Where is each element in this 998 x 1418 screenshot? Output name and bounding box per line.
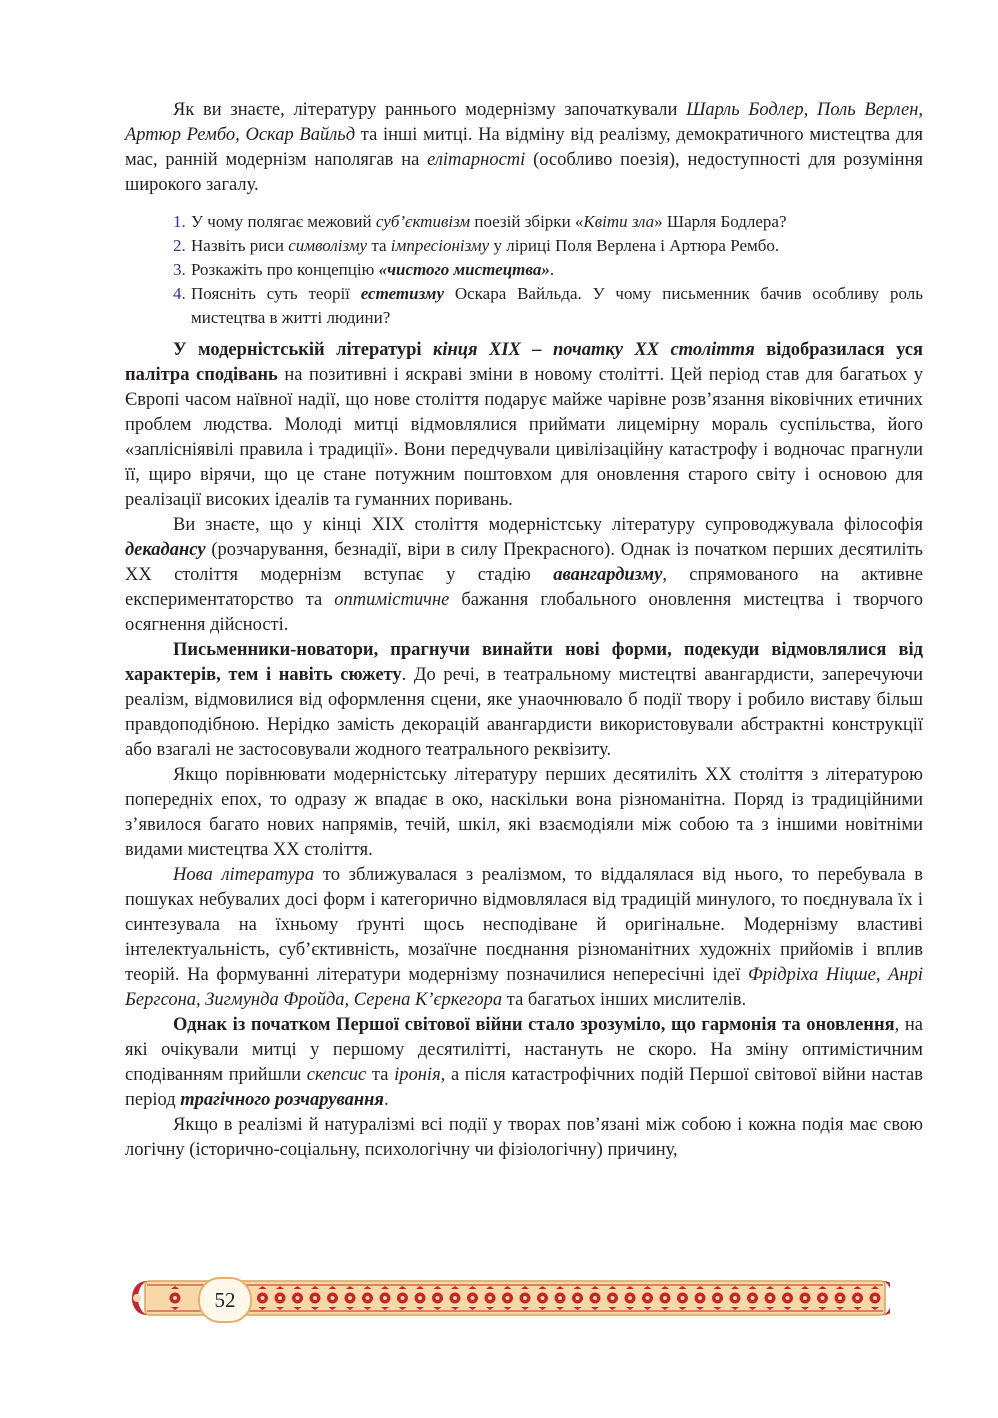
text: Оскара Вайльда. У чому письменник бачив особливу роль мистецтва в житті людини? (191, 284, 923, 327)
question-number: 4. (173, 284, 186, 303)
text: , спрямованого на активне експериментаторство та (125, 565, 923, 610)
paragraph-6 (125, 1013, 923, 1113)
text: У чому полягає межовий (191, 212, 376, 231)
question-number: 2. (173, 236, 186, 255)
text: Якщо порівнювати модерністську літературу перших десятиліть ХХ століття з літературою попередніх епох, то одразу ж впадає в око, наскільки вона різноманітна. Поряд із традиційними з’явилося багато нових напрямів, течій, шкіл, які взаємодіяли між собою та з іншими новітніми видами мистецтва ХХ століття. (125, 765, 923, 860)
text: бажання глобального оновлення мистецтва і творчого осягнення дійсності. (125, 590, 924, 635)
text: на позитивні і яскраві зміни в новому столітті. Цей період став для багатьох у Європі часом наївної надії, що нове століття подарує майже чарівне розв’язання віковічних етичних проблем людства. Молоді митці відмовлялися приймати лицемірну мораль суспільства, його «заплісніявілі правила і традиції». Вони передчували цивілізаційну катастрофу і водночас прагнули її, щиро вірячи, що це стане потужним поштовхом для оновлення старого світу і основою для реалізації високих ідеалів та гуманних поривань. (125, 365, 923, 510)
bold-text: відобразилася уся палітра сподівань (125, 340, 924, 385)
bold-italic-term: кінця ХІХ – початку ХХ століття (432, 340, 755, 360)
bold-italic-term: авангардизму (553, 565, 663, 585)
text: та багатьох інших мислителів. (502, 990, 747, 1010)
text: . (383, 1090, 389, 1110)
bold-text: Письменники-новатори, прагнучи винайти нові форми, подекуди відмовлялися від характерів, тем і навіть сюжету (125, 640, 923, 685)
italic-names: Фрідріха Ніцше, Анрі Бергсона, Зигмунда Фройда, Серена К’єркегора (125, 965, 923, 1010)
page-number: 52 (198, 1277, 252, 1323)
paragraph-4 (125, 763, 923, 863)
text: та інші митці. На відміну від реалізму, демократичного мистецтва для мас, ранній модернізм наполягав на (125, 125, 923, 170)
intro-paragraph (125, 98, 923, 198)
text: Назвіть риси (191, 236, 289, 255)
question-item (173, 210, 923, 234)
bold-text: Однак із початком Першої світової війни стало зрозуміло, що гармонія та оновлення (173, 1015, 895, 1035)
italic-term: символізму (288, 236, 368, 255)
text: (розчарування, безнадії, віри в силу Прекрасного). Однак із початком перших десятиліть ХХ століття модернізм вступає у стадію (125, 540, 923, 585)
italic-term: скепсис (306, 1065, 367, 1085)
text: . До речі, в театральному мистецтві авангардисти, заперечуючи реалізм, відмовилися від оформлення сцени, яке унаочнювало б події твору і робило виставу більш правдоподібною. Нерідко замість декорацій авангардисти використовували абстрактні конструкції або взагалі не застосовували жодного театрального реквізиту. (125, 665, 923, 760)
bold-text: У модерністській літературі (173, 340, 433, 360)
text: , на які очікували митці у першому десятилітті, настануть не скоро. На зміну оптимістичним сподіванням прийшли (125, 1015, 923, 1085)
bold-italic-term: трагічного розчарування (180, 1090, 384, 1110)
text: та (367, 236, 391, 255)
bold-italic-term: «чистого мистецтва» (378, 260, 550, 279)
paragraph-3 (125, 638, 923, 763)
page-content (125, 98, 923, 1163)
paragraph-2 (125, 513, 923, 638)
bold-italic-term: декадансу (125, 540, 206, 560)
italic-names: Шарль Бодлер, Поль Верлен, Артюр Рембо, Оскар Вайльд (125, 100, 923, 145)
italic-term: оптимістичне (334, 590, 450, 610)
text: поезій збірки « (470, 212, 584, 231)
paragraph-5 (125, 863, 923, 1013)
bold-italic-term: естетизму (360, 284, 444, 303)
question-number: 3. (173, 260, 186, 279)
text: то зближувалася з реалізмом, то віддалялася від нього, то перебувала в пошуках небувалих досі форм і категорично відмовлялася від традицій минулого, то поєднувала їх і синтезувала на їхньому ґрунті щось несподіване й оригінальне. Модернізму властиві інтелектуальність, суб’єктивність, мозаїчне поєднання різноманітних художніх прийомів і вплив теорій. На формуванні літератури модернізму позначилися непересічні ідеї (125, 865, 923, 985)
question-item (173, 258, 923, 282)
footer-ornament (125, 1272, 890, 1324)
italic-term: іронія (394, 1065, 441, 1085)
italic-term: імпресіонізму (390, 236, 490, 255)
text: у ліриці Поля Верлена і Артюра Рембо. (489, 236, 780, 255)
italic-term: Нова література (173, 865, 315, 885)
italic-term: елітарності (427, 150, 526, 170)
italic-term: Квіти зла (583, 212, 655, 231)
text: . (549, 260, 555, 279)
text: та (366, 1065, 395, 1085)
questions-list (125, 210, 923, 330)
paragraph-7 (125, 1113, 923, 1163)
italic-term: суб’єктивізм (375, 212, 471, 231)
text: , а після катастрофічних подій Першої світової війни настав період (125, 1065, 924, 1110)
text: Якщо в реалізмі й натуралізмі всі події у творах пов’язані між собою і кожна подія має свою логічну (історично-соціальну, психологічну чи фізіологічну) причину, (125, 1115, 923, 1160)
text: Ви знаєте, що у кінці ХІХ століття модерністську літературу супроводжувала філософія (173, 515, 923, 535)
text: » Шарля Бодлера? (654, 212, 787, 231)
paragraph-1 (125, 338, 923, 513)
question-item (173, 282, 923, 330)
text: Як ви знаєте, літературу раннього модернізму започаткували (173, 100, 687, 120)
text: (особливо поезія), недоступності для розуміння широкого загалу. (125, 150, 923, 195)
question-number: 1. (173, 212, 186, 231)
text: Поясніть суть теорії (191, 284, 361, 303)
question-item (173, 234, 923, 258)
text: Розкажіть про концепцію (191, 260, 379, 279)
